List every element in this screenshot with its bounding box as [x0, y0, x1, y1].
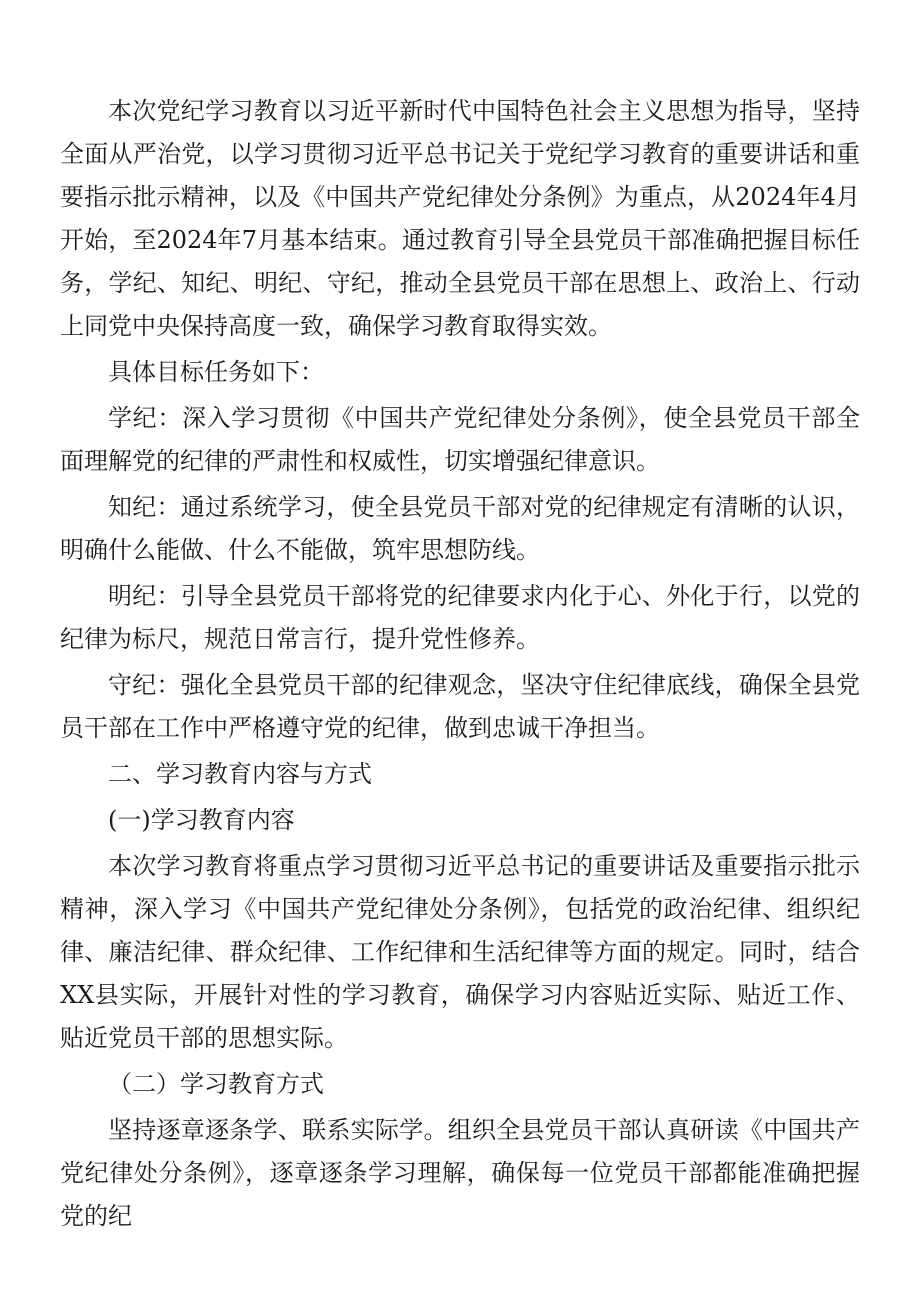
subsection-heading-content: (一)学习教育内容: [108, 806, 295, 834]
paragraph-content: 本次学习教育将重点学习贯彻习近平总书记的重要讲话及重要指示批示精神，深入学习《中国共产党纪律处分条例》，包括党的政治纪律、组织纪律、廉洁纪律、群众纪律、工作纪律和生活纪律等方面的规定。同时，结合XX县实际，开展针对性的学习教育，确保学习内容贴近实际、贴近工作、贴近党员干部的思想实际。: [60, 852, 860, 1052]
paragraph-mingji: 明纪：引导全县党员干部将党的纪律要求内化于心、外化于行，以党的纪律为标尺，规范日常言行，提升党性修养。: [60, 582, 860, 653]
paragraph-shouji: 守纪：强化全县党员干部的纪律观念，坚决守住纪律底线，确保全县党员干部在工作中严格遵守党的纪律，做到忠诚干净担当。: [60, 671, 860, 742]
paragraph-intro: 本次党纪学习教育以习近平新时代中国特色社会主义思想为指导，坚持全面从严治党，以学习贯彻习近平总书记关于党纪学习教育的重要讲话和重要指示批示精神，以及《中国共产党纪律处分条例》为重点，从2024年4月开始，至2024年7月基本结束。通过教育引导全县党员干部准确把握目标任务，学纪、知纪、明纪、守纪，推动全县党员干部在思想上、政治上、行动上同党中央保持高度一致，确保学习教育取得实效。: [60, 97, 860, 340]
document-body: [60, 90, 860, 1241]
paragraph-zhiji: 知纪：通过系统学习，使全县党员干部对党的纪律规定有清晰的认识，明确什么能做、什么不能做，筑牢思想防线。: [60, 493, 860, 564]
paragraph-method: 坚持逐章逐条学、联系实际学。组织全县党员干部认真研读《中国共产党纪律处分条例》，逐章逐条学习理解，确保每一位党员干部都能准确把握党的纪: [60, 1116, 860, 1230]
paragraph-goals-heading: 具体目标任务如下：: [108, 358, 324, 386]
subsection-heading-method: （二）学习教育方式: [108, 1070, 324, 1098]
section-heading-content-and-method: 二、学习教育内容与方式: [108, 760, 372, 788]
paragraph-xueji: 学纪：深入学习贯彻《中国共产党纪律处分条例》，使全县党员干部全面理解党的纪律的严肃性和权威性，切实增强纪律意识。: [60, 404, 860, 475]
